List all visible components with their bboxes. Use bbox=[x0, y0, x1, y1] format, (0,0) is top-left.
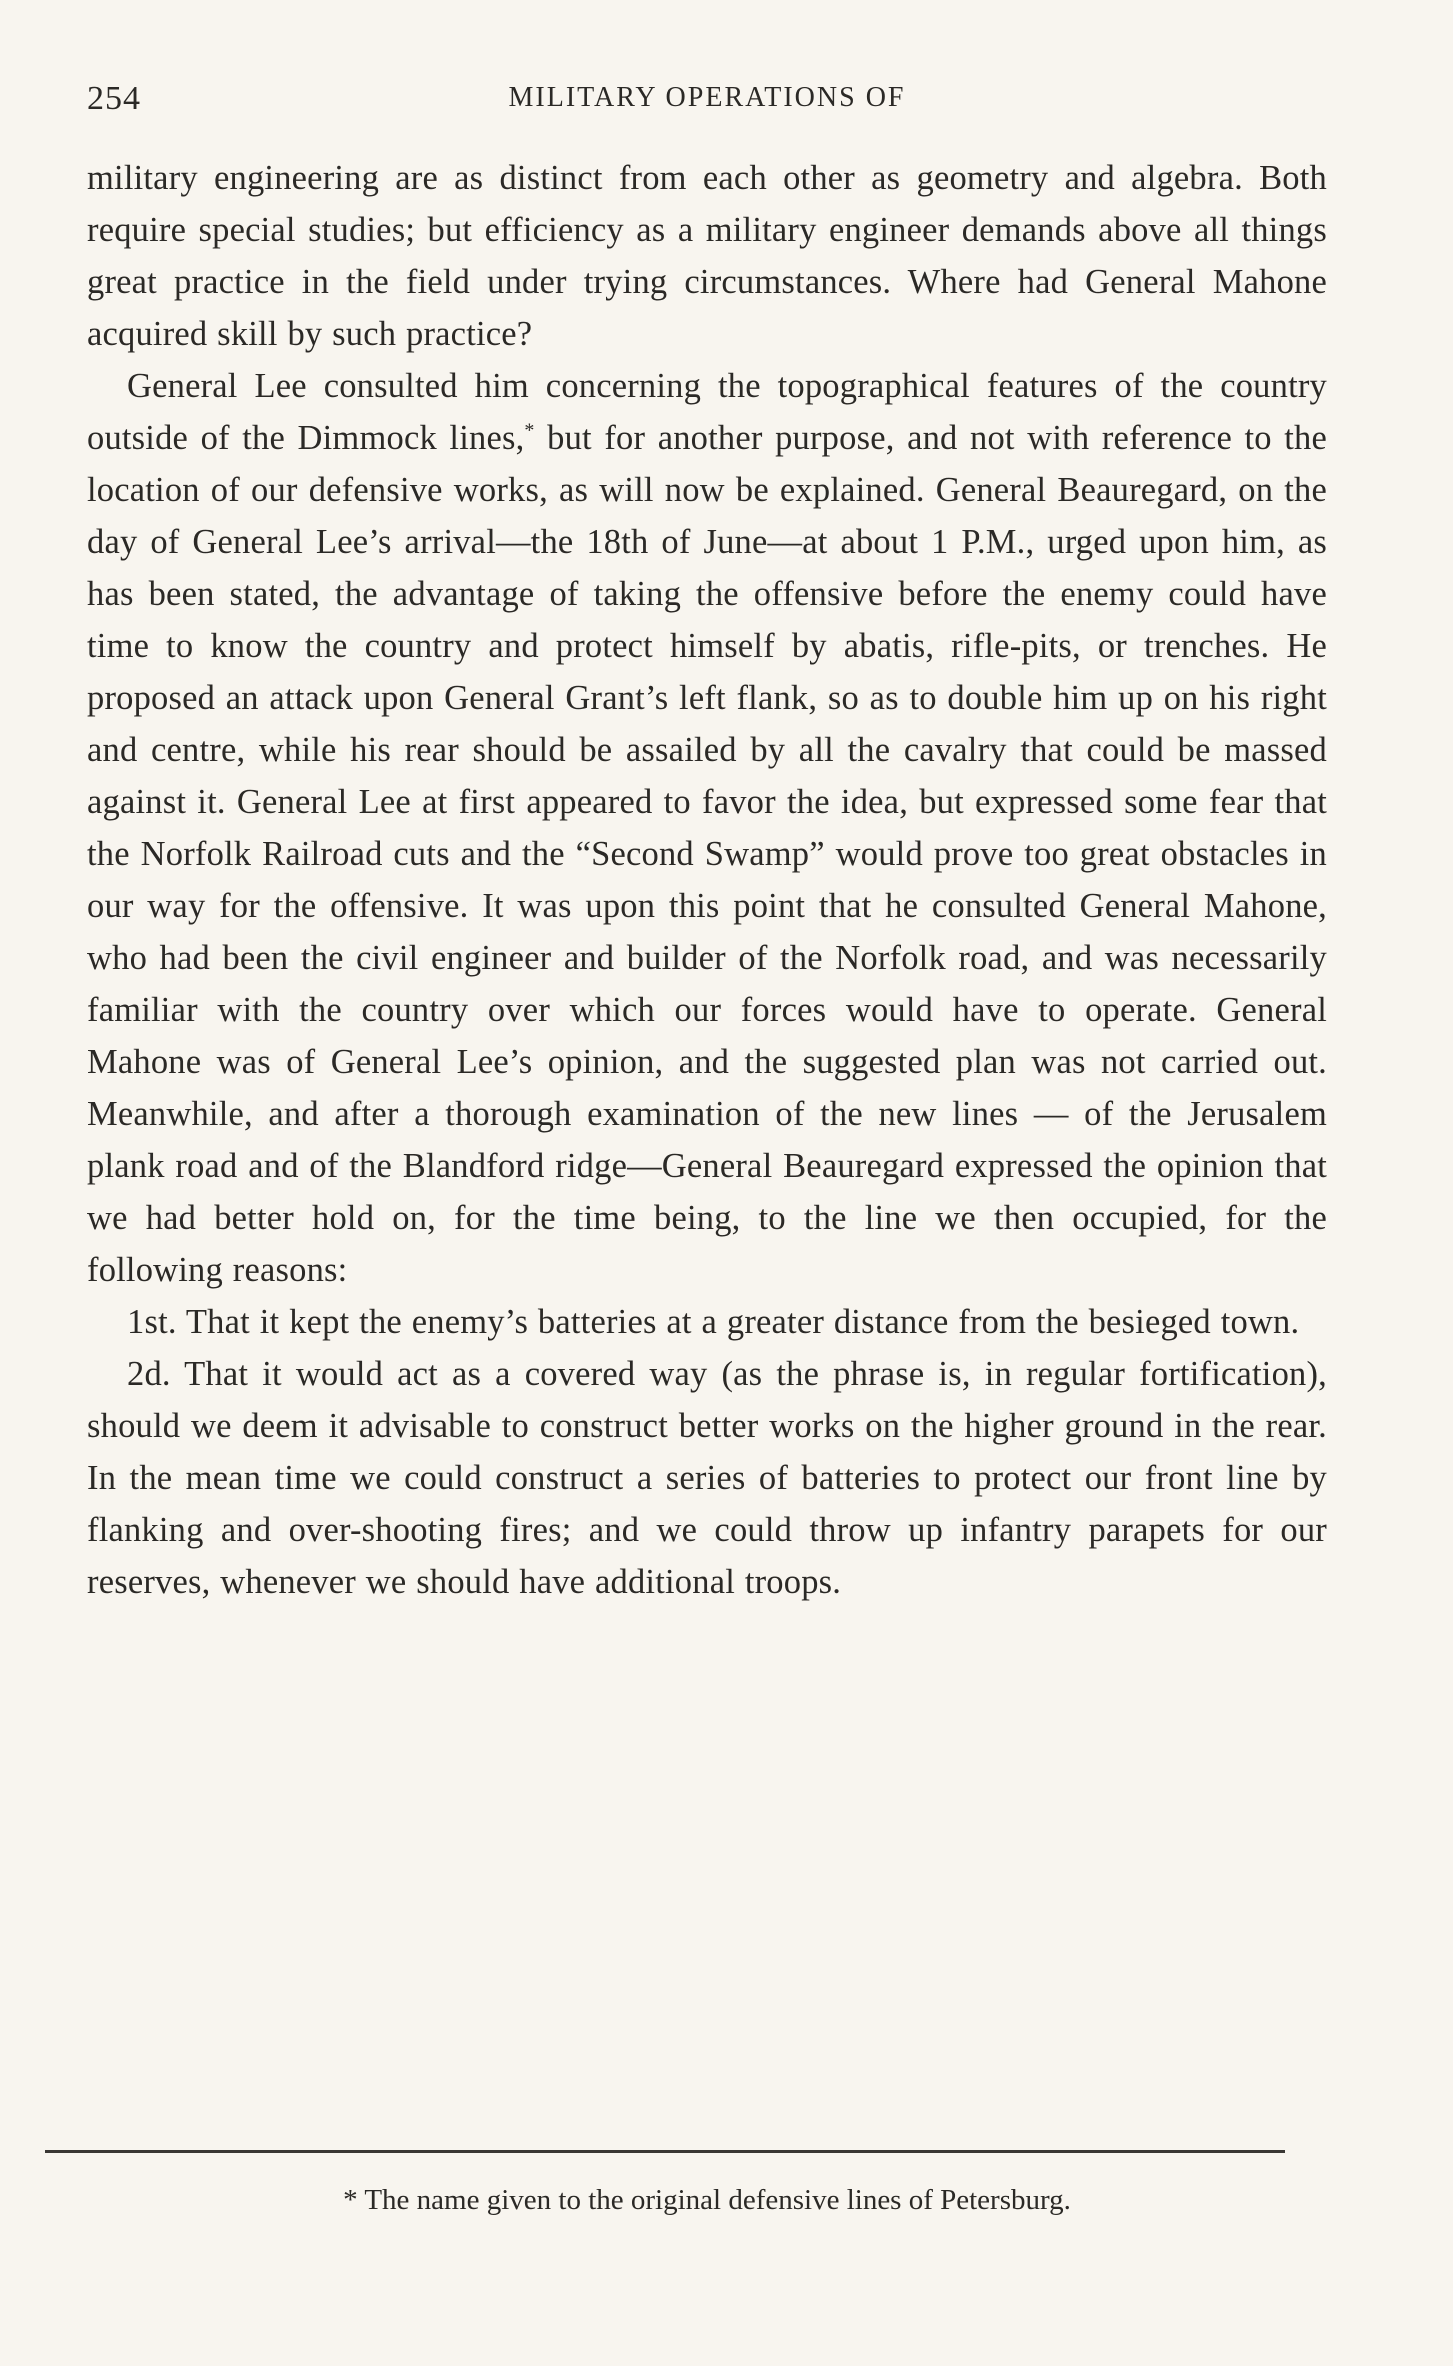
running-head: MILITARY OPERATIONS OF bbox=[508, 82, 906, 113]
paragraph-2 bbox=[87, 360, 1327, 1296]
paragraph-1: military engineering are as distinct from each other as geometry and algebra. Both require special studies; but efficiency as a military engineer demands above all things great practice in the field under trying circumstances. Where had General Mahone acquired skill by such practice? bbox=[87, 159, 1327, 353]
page-number: 254 bbox=[87, 80, 141, 117]
footnote: * The name given to the original defensive lines of Petersburg. bbox=[343, 2184, 1071, 2216]
paragraph-3: 1st. That it kept the enemy’s batteries at a greater distance from the besieged town. bbox=[127, 1303, 1300, 1341]
footnote-reference: * bbox=[524, 419, 535, 442]
book-page bbox=[87, 80, 1327, 1601]
page-header bbox=[87, 80, 1327, 136]
paragraph-2-text-b: but for another purpose, and not with reference to the location of our defensive works, as will now be explained. General Beauregard, on the day of General Lee’s arrival—the 18th of June—at about 1 P.M., urged upon him, as has been stated, the advantage of taking the offensive before the enemy could have time to know the country and protect himself by abatis, rifle-pits, or trenches. He proposed an attack upon General Grant’s left flank, so as to double him up on his right and centre, while his rear should be assailed by all the cavalry that could be massed against it. General Lee at first appeared to favor the idea, but expressed some fear that the Norfolk Railroad cuts and the “Second Swamp” would prove too great obstacles in our way for the offensive. It was upon this point that he consulted General Mahone, who had been the civil engineer and builder of the Norfolk road, and was necessarily familiar with the country over which our forces would have to operate. General Mahone was of General Lee’s opinion, and the suggested plan was not carried out. Meanwhile, and after a thorough examination of the new lines — of the Jerusalem plank road and of the Blandford ridge—General Beauregard expressed the opinion that we had better hold on, for the time being, to the line we then occupied, for the following reasons: bbox=[87, 419, 1327, 1289]
footnote-rule bbox=[45, 2150, 1285, 2153]
body-text bbox=[87, 152, 1327, 1608]
paragraph-4: 2d. That it would act as a covered way (as the phrase is, in regular fortification), should we deem it advisable to construct better works on the higher ground in the rear. In the mean time we could construct a series of batteries to protect our front line by flanking and over-shooting fires; and we could throw up infantry parapets for our reserves, whenever we should have additional troops. bbox=[87, 1355, 1327, 1601]
paragraph-2-text-a: General Lee consulted him concerning the topographical features of the country outside of the Dimmock lines, bbox=[87, 367, 1327, 457]
